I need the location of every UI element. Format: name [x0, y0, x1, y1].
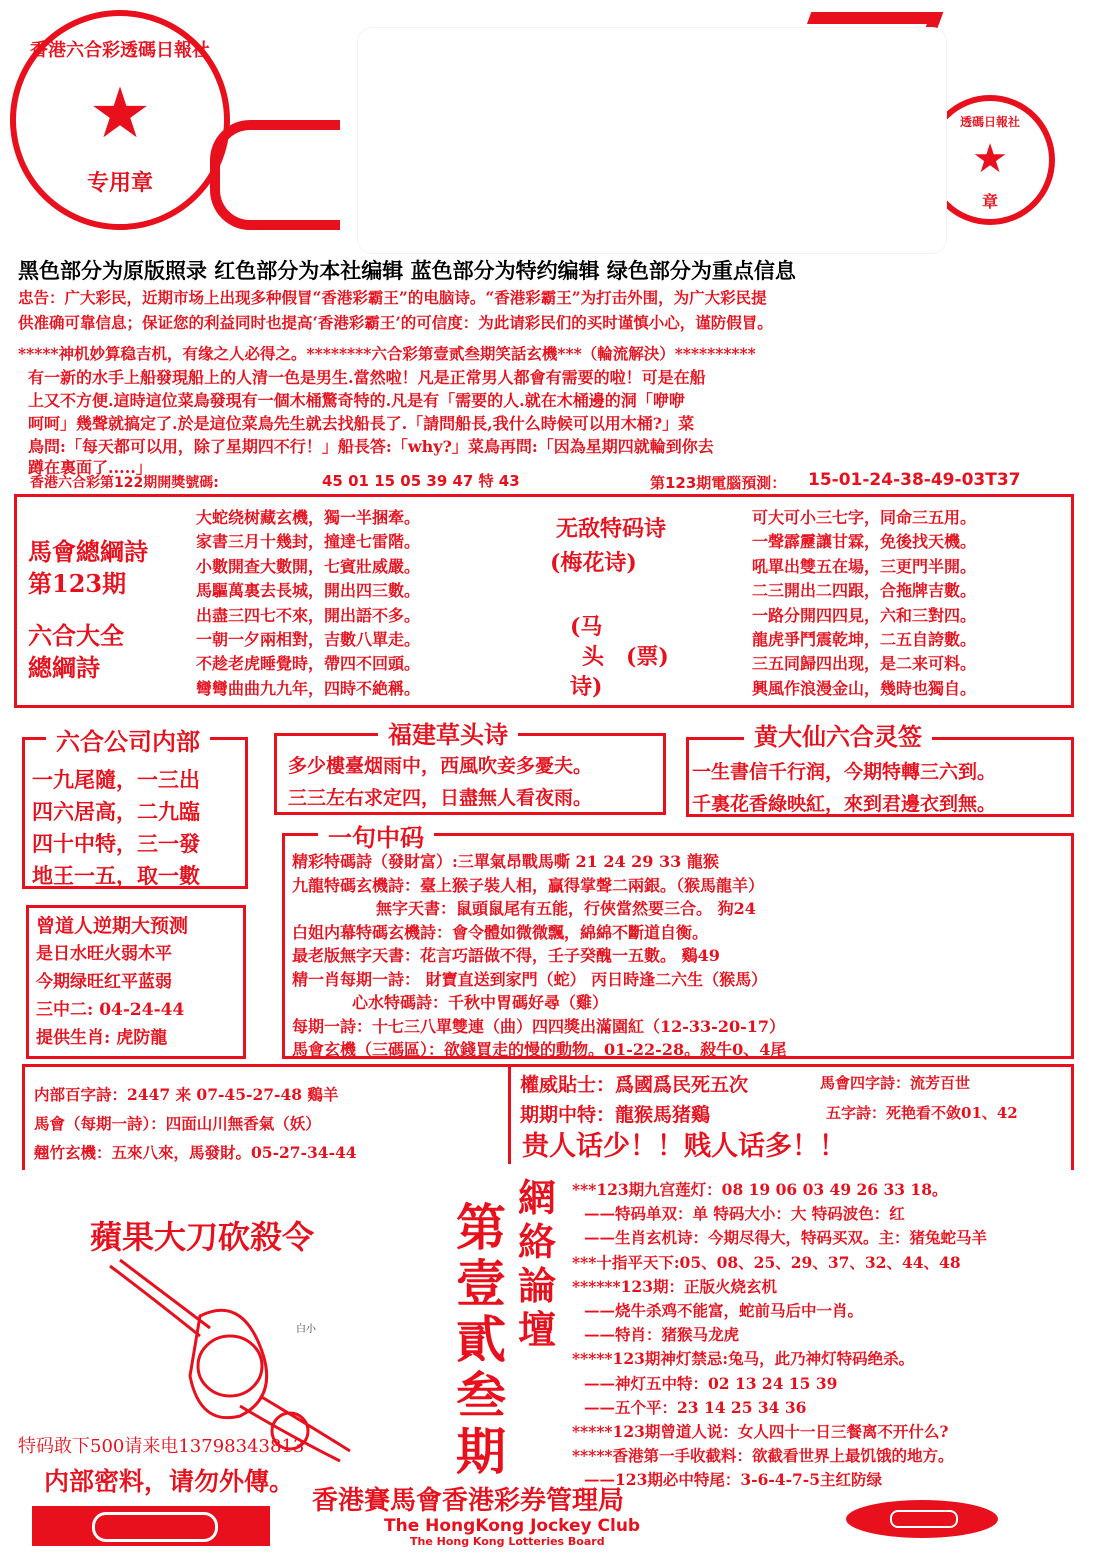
- seal-subtext: 专用章: [86, 171, 153, 196]
- poem-mid-subtitle: (梅花诗): [550, 550, 637, 576]
- knife-title: 蘋果大刀砍殺令: [90, 1218, 315, 1256]
- seal-text: 透碼日報社: [959, 115, 1020, 129]
- poem-mid-right: (票): [626, 644, 669, 670]
- intro-line: 黑色部分为原版照录 红色部分为本社编辑 蓝色部分为特约编辑 绿色部分为重点信息: [18, 259, 796, 283]
- poem-title: 總綱詩: [28, 653, 100, 682]
- forum-char: 壇: [518, 1307, 557, 1352]
- star-icon: ★: [972, 136, 1008, 182]
- fujian-line: 多少樓臺烟雨中，西風吹妾多憂夫。: [288, 755, 593, 777]
- poem-vertical-char: (马: [570, 614, 603, 640]
- poem-line: 興風作浪漫金山，幾時也獨自。: [752, 678, 977, 698]
- emblem-swirl-icon: [890, 1510, 958, 1528]
- poem-line: 一朝一夕兩相對，吉數八單走。: [196, 630, 421, 650]
- predict-123-label: 第123期電腦預測：: [650, 474, 787, 492]
- footer-english-subtitle: The Hong Kong Lotteries Board: [410, 1535, 605, 1548]
- poem-line: 吼單出雙五在場，三更門半開。: [752, 556, 977, 576]
- official-seal-left: [10, 10, 230, 230]
- forum-line: ——五个平：23 14 25 34 36: [584, 1397, 807, 1417]
- secret-notice: 内部密料，请勿外傳。: [44, 1467, 295, 1496]
- warning-line-2: 供准确可靠信息；保证您的利益同时也提高‘香港彩霸王’的可信度：为此请彩民们的买时谨慎小心，谨防假冒。: [18, 313, 773, 332]
- decorative-stroke: [210, 120, 340, 230]
- joke-line: 有一新的水手上船發現船上的人清一色是男生.當然啦！凡是正常男人都會有需要的啦！可是在船: [28, 368, 706, 387]
- predict-123-numbers: 15-01-24-38-49-03T37: [808, 470, 1021, 490]
- phone-notice: 特码敢下500请来电13798343813: [18, 1436, 305, 1457]
- poem-mid-vertical: [570, 612, 604, 702]
- internal-divider: [508, 1064, 511, 1164]
- fujian-box-lines: [288, 750, 592, 814]
- one-sentence-line: 精彩特碼詩（發財富）:三單氣昂戰馬嘶 21 24 29 33 龍猴: [292, 852, 719, 871]
- warning-line-1: 忠告：广大彩民，近期市场上出现多种假冒“香港彩霸王”的电脑诗。“香港彩霸王”为打击外围，为广大彩民提: [18, 288, 767, 307]
- poem-line: 一路分開四四見，六和三對四。: [752, 605, 977, 625]
- forum-char: 叁: [456, 1366, 506, 1425]
- draw-122-numbers: 45 01 15 05 39 47 特 43: [322, 472, 520, 490]
- forum-line: *****123期曾道人说：女人四十一日三餐离不开什么?: [572, 1422, 949, 1442]
- company-line: 地王一五，取一數: [32, 863, 200, 888]
- forum-line: ******123期：正版火烧玄机: [572, 1276, 777, 1296]
- poem-line: 一聲霹靂讓甘霖，免後找天機。: [752, 532, 977, 552]
- forum-vertical-a: [518, 1176, 556, 1352]
- joke-line: 呵呵」幾聲就搞定了.於是這位菜鳥先生就去找船長了.「請問船長,我什么時候可以用木桶?」菜: [28, 414, 695, 433]
- one-sentence-line: 無字天書：鼠頭鼠尾有五能，行俠當然要三合。 狗24: [376, 899, 756, 918]
- forum-line: ——123期必中特尾：3-6-4-7-5主红防绿: [584, 1470, 883, 1490]
- footer-english-title: The HongKong Jockey Club: [384, 1516, 641, 1536]
- one-sentence-line: 每期一詩：十七三八單雙連（曲）四四獎出滿園紅（12-33-20-17）: [292, 1016, 785, 1036]
- poem-title: 馬會總綱詩: [28, 537, 148, 566]
- one-sentence-box-title: 一句中码: [318, 818, 434, 853]
- poem-line: 大蛇绕树藏玄機，獨一半捆牽。: [196, 508, 421, 527]
- forum-lines: [572, 1178, 987, 1493]
- fujian-line: 三三左右求定四，日盡無人看夜雨。: [288, 787, 593, 809]
- star-icon: ★: [88, 72, 152, 154]
- poem-title: 六合大全: [28, 621, 124, 650]
- wong-line: 千裏花香綠映紅，來到君邊衣到無。: [692, 793, 997, 815]
- forum-char: 期: [456, 1422, 506, 1481]
- poem-column-1: [196, 506, 420, 701]
- draw-122-label: 香港六合彩第122期開獎號碼:: [30, 475, 219, 491]
- horse-four-word-poem: 馬會四字詩：流芳百世: [820, 1074, 971, 1092]
- forum-line: ——生肖玄机诗：今期尽得大，特码买双。主：猪兔蛇马羊: [584, 1228, 988, 1248]
- daoist-line: 是日水旺火弱木平: [36, 944, 172, 964]
- forum-line: ——特肖：猪猴马龙虎: [584, 1325, 740, 1345]
- authority-tip: 權威貼士：爲國爲民死五次: [520, 1074, 749, 1096]
- poem-left-titles: [28, 536, 148, 684]
- forum-line: ——特码单双：单 特码大小：大 特码波色：红: [584, 1204, 905, 1224]
- daoist-line: 今期绿旺红平蓝弱: [36, 972, 172, 992]
- company-line: 四十中特，三一發: [32, 831, 200, 856]
- forum-char: 第: [456, 1198, 506, 1257]
- one-sentence-line: 精一肖每期一詩： 財寶直送到家門（蛇） 丙日時逢二六生（猴馬）: [292, 969, 768, 989]
- poem-mid-title: 无敌特码诗: [556, 516, 667, 542]
- daoist-line: 三中二: 04-24-44: [36, 1000, 185, 1020]
- footer-chinese-title: 香港賽馬會香港彩券管理局: [312, 1486, 625, 1516]
- poem-title: 第123期: [28, 569, 127, 598]
- forum-line: ***123期九宫莲灯：08 19 06 03 49 26 33 18。: [572, 1180, 948, 1199]
- poem-line: 三五同歸四出现，是二来可料。: [752, 654, 977, 674]
- knife-small-label: 白小: [296, 1324, 316, 1335]
- internal-line: 内部百字詩：2447 来 07-45-27-48 鷄羊: [34, 1085, 339, 1104]
- seal-subtext: 章: [981, 192, 998, 211]
- poem-line: 出盡三四七不來，開出語不多。: [196, 605, 421, 625]
- daoist-line: 曾道人逆期大预测: [36, 915, 189, 937]
- forum-char: 壹: [456, 1254, 506, 1313]
- internal-line: 馬會（每期一詩）：四面山川無香氣（妖）: [34, 1114, 321, 1133]
- footer-left-emblem: [32, 1506, 270, 1546]
- forum-char: 論: [518, 1263, 557, 1308]
- wong-tai-sin-box-title: 黄大仙六合灵签: [744, 717, 932, 752]
- emblem-swirl-icon: [92, 1512, 218, 1542]
- one-sentence-line: 白姐内幕特碼玄機詩：會令體如微微飄，綿綿不斷道自衡。: [292, 922, 709, 942]
- poem-line: 不趁老虎睡覺時，帶四不回頭。: [196, 654, 421, 674]
- forum-char: 貳: [456, 1310, 506, 1369]
- internal-line: 翹竹玄機：五來八來，馬發財。05-27-34-44: [34, 1143, 357, 1162]
- one-sentence-line: 最老版無字天書：花言巧語做不得，壬子癸醜一五數。 鷄49: [292, 946, 720, 965]
- internal-lines: [34, 1080, 357, 1167]
- forum-line: *****香港第一手收截料：欲截看世界上最饥饿的地方。: [572, 1446, 954, 1466]
- one-sentence-line: 九龍特碼玄機詩：臺上猴子裝人相，贏得掌聲二兩銀。（猴馬龍羊）: [292, 875, 765, 895]
- footer-right-emblem: [846, 1500, 998, 1538]
- fujian-box-title: 福建草头诗: [378, 715, 518, 750]
- forum-line: *****123期神灯禁忌:兔马，此乃神灯特码绝杀。: [572, 1349, 915, 1369]
- forum-line: ——神灯五中特：02 13 24 15 39: [584, 1373, 838, 1393]
- one-sentence-line: 馬會玄機（三碼區）：欲錢買走的慢的動物。01-22-28。殺牛0、4尾: [292, 1040, 787, 1059]
- seal-text: 香港六合彩透碼日報社: [30, 40, 210, 61]
- header-blank-banner: [358, 28, 946, 253]
- slogan: 贵人话少！！贱人话多！！: [522, 1131, 846, 1162]
- forum-char: 絡: [518, 1219, 557, 1264]
- joke-line: 鳥問:「每天都可以用，除了星期四不行！」船長答:「why?」菜鳥再問:「因為星期四就輪到你去: [28, 437, 714, 456]
- daoist-lines: [36, 912, 188, 1052]
- poem-line: 彎彎曲曲九九年，四時不絶稱。: [196, 678, 421, 698]
- one-sentence-lines: [292, 850, 786, 1062]
- daoist-line: 提供生肖: 虎防龍: [36, 1028, 168, 1048]
- wong-line: 一生書信千行润，今期特轉三六到。: [692, 761, 997, 783]
- poem-line: 可大可小三七字，同命三五用。: [752, 508, 977, 527]
- one-sentence-line: 心水特碼詩：千秋中胃碼好尋（雞）: [352, 993, 609, 1012]
- company-box-lines: [32, 764, 200, 892]
- poem-column-2: [752, 506, 976, 701]
- company-line: 一九尾隨，一三出: [32, 767, 200, 792]
- forum-line: ***十指平天下:05、08、25、29、37、32、44、48: [572, 1252, 961, 1272]
- joke-line: 蹲在裏面了.....」: [28, 458, 152, 477]
- forum-line: ——烧牛杀鸡不能富，蛇前马后中一肖。: [584, 1301, 864, 1321]
- five-word-poem: 五字詩：死艳看不敛01、42: [826, 1104, 1018, 1122]
- company-line: 四六居高，二九臨: [32, 799, 200, 824]
- forum-vertical-b: [456, 1200, 506, 1480]
- poem-vertical-char: 诗): [570, 674, 603, 700]
- poem-line: 二三開出二四跟，合拖牌吉數。: [752, 581, 977, 601]
- poem-line: 龍虎爭鬥震乾坤，二五自誇數。: [752, 630, 977, 650]
- midterm-special: 期期中特：龍猴馬猪鷄: [520, 1104, 711, 1126]
- poem-vertical-char: 头: [582, 644, 605, 670]
- forum-char: 網: [518, 1175, 557, 1220]
- joke-line: 上又不方便.這時這位菜鳥發現有一個木桶驚奇特的.凡是有「需要的人.就在木桶邊的洞「咿咿: [28, 391, 685, 410]
- poem-line: 馬驅萬裏去長城，開出四三數。: [196, 581, 421, 601]
- joke-header: *****神机妙算稳吉机，有缘之人必得之。********六合彩第壹贰叁期笑話玄機***（輪流解決）**********: [18, 344, 756, 363]
- wong-tai-sin-box-lines: [692, 756, 996, 820]
- poem-line: 小數開查大數開，七賓壯威嚴。: [196, 556, 421, 576]
- company-box-title: 六合公司内部: [46, 722, 210, 757]
- poem-line: 家書三月十幾封，撞達七雷階。: [196, 532, 421, 552]
